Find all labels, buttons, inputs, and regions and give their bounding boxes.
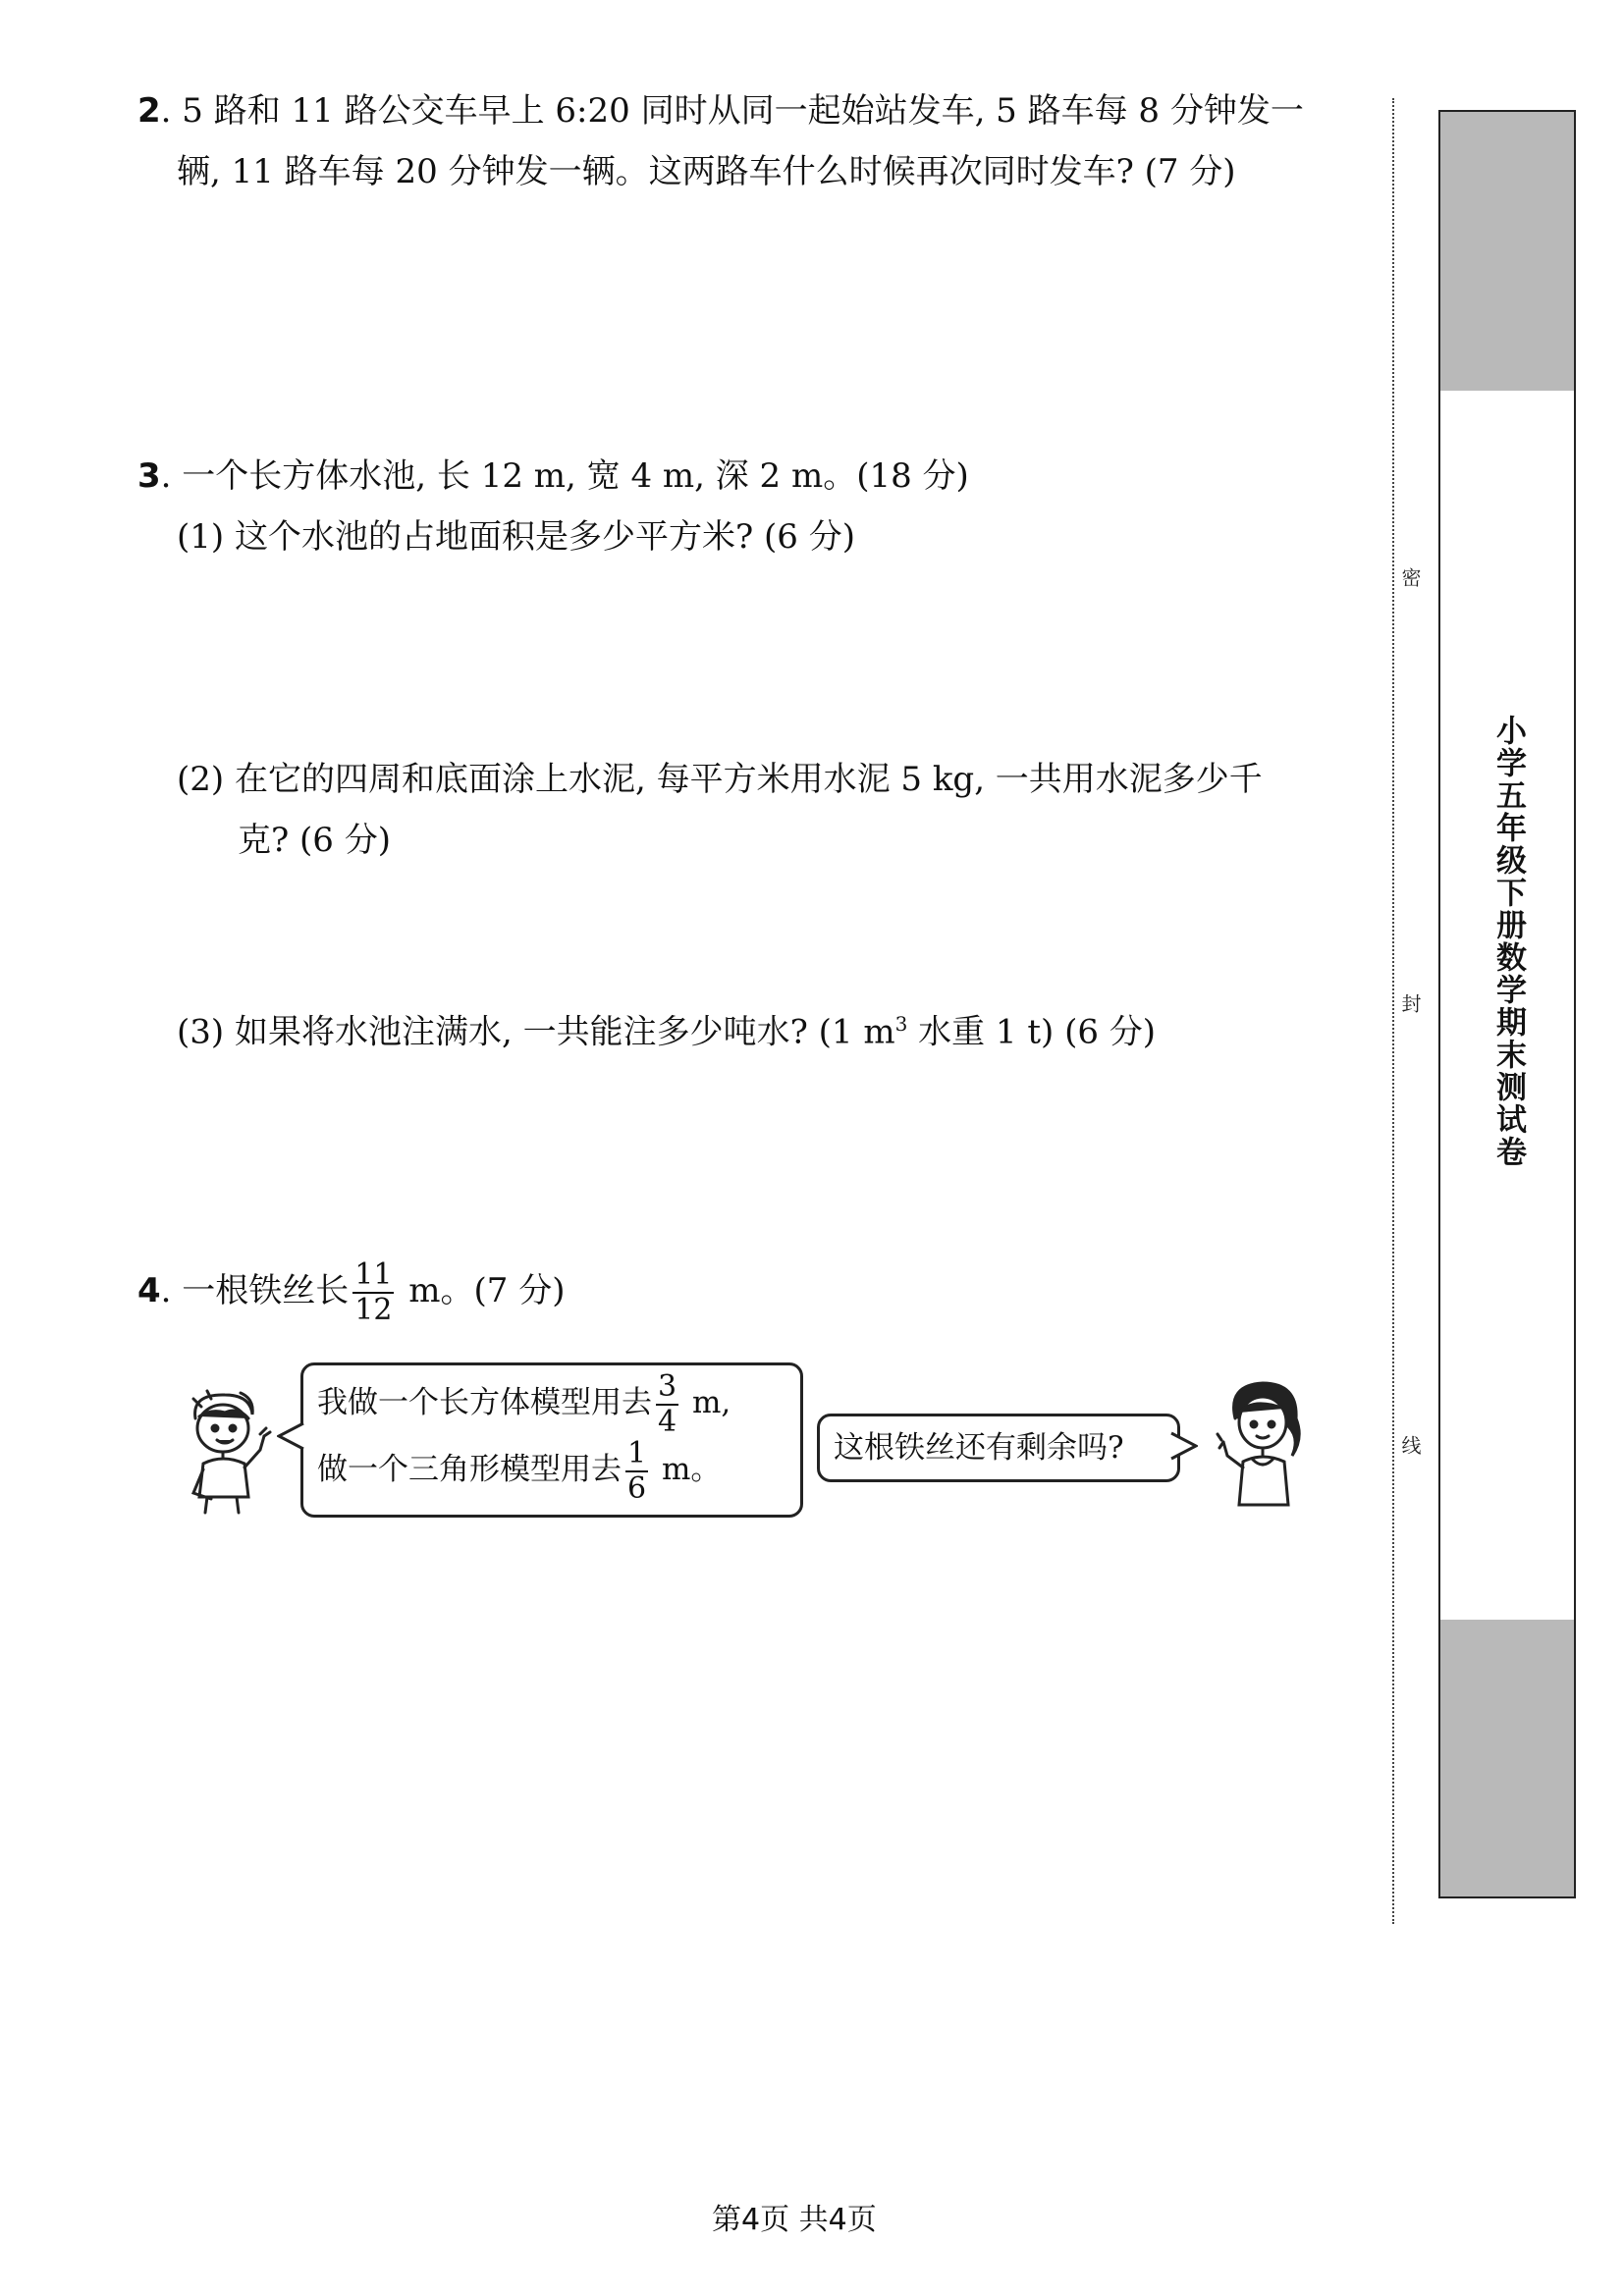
question-number: 2 — [137, 91, 161, 131]
seal-char-mi: 密 — [1398, 567, 1422, 587]
fraction: $\frac{1}{6}$ — [627, 1435, 647, 1506]
question-4: 4. 一根铁丝长 $\frac{11}{12}$ m。(7 分) — [137, 1257, 566, 1327]
question-number: 4 — [137, 1271, 161, 1310]
girl-illustration — [1214, 1379, 1312, 1512]
boy-speech-bubble: 我做一个长方体模型用去 $\frac{3}{4}$ m, 做一个三角形模型用去 $\frac{1}{6}$ m。 — [300, 1362, 803, 1518]
sidebar-bottom-block — [1440, 1620, 1574, 1896]
fraction: $\frac{11}{12}$ — [354, 1257, 393, 1327]
fraction: $\frac{3}{4}$ — [658, 1368, 677, 1439]
sidebar-top-block — [1440, 112, 1574, 391]
question-2: 2. 5 路和 11 路公交车早上 6:20 同时从同一起始站发车, 5 路车每 8 分钟发一 辆, 11 路车每 20 分钟发一辆。这两路车什么时候再次同时发车? (7 分) — [137, 91, 1304, 191]
question-3-part-2: (2) 在它的四周和底面涂上水泥, 每平方米用水泥 5 kg, 一共用水泥多少千 克? (6 分) — [177, 760, 1263, 860]
bubble-tail-right — [1170, 1431, 1198, 1461]
page-footer: 第4页 共4页 — [712, 2203, 877, 2237]
question-number: 3 — [137, 456, 161, 496]
boy-illustration — [182, 1389, 272, 1517]
girl-speech-bubble: 这根铁丝还有剩余吗? — [817, 1414, 1180, 1482]
seal-dotted-line — [1392, 98, 1394, 1924]
bubble-tail-left — [277, 1421, 304, 1451]
seal-char-xian: 线 — [1398, 1435, 1422, 1455]
question-3-part-1: (1) 这个水池的占地面积是多少平方米? (6 分) — [177, 517, 855, 557]
sidebar-title: 小学五年级下册数学期末测试卷 — [1490, 715, 1526, 1168]
seal-char-feng: 封 — [1398, 993, 1422, 1013]
question-3: 3. 一个长方体水池, 长 12 m, 宽 4 m, 深 2 m。(18 分) (1) 这个水池的占地面积是多少平方米? (6 分) — [137, 446, 969, 567]
question-3-part-3: (3) 如果将水池注满水, 一共能注多少吨水? (1 $m^3$ 水重 1 t) (6 分) — [177, 1012, 1157, 1052]
